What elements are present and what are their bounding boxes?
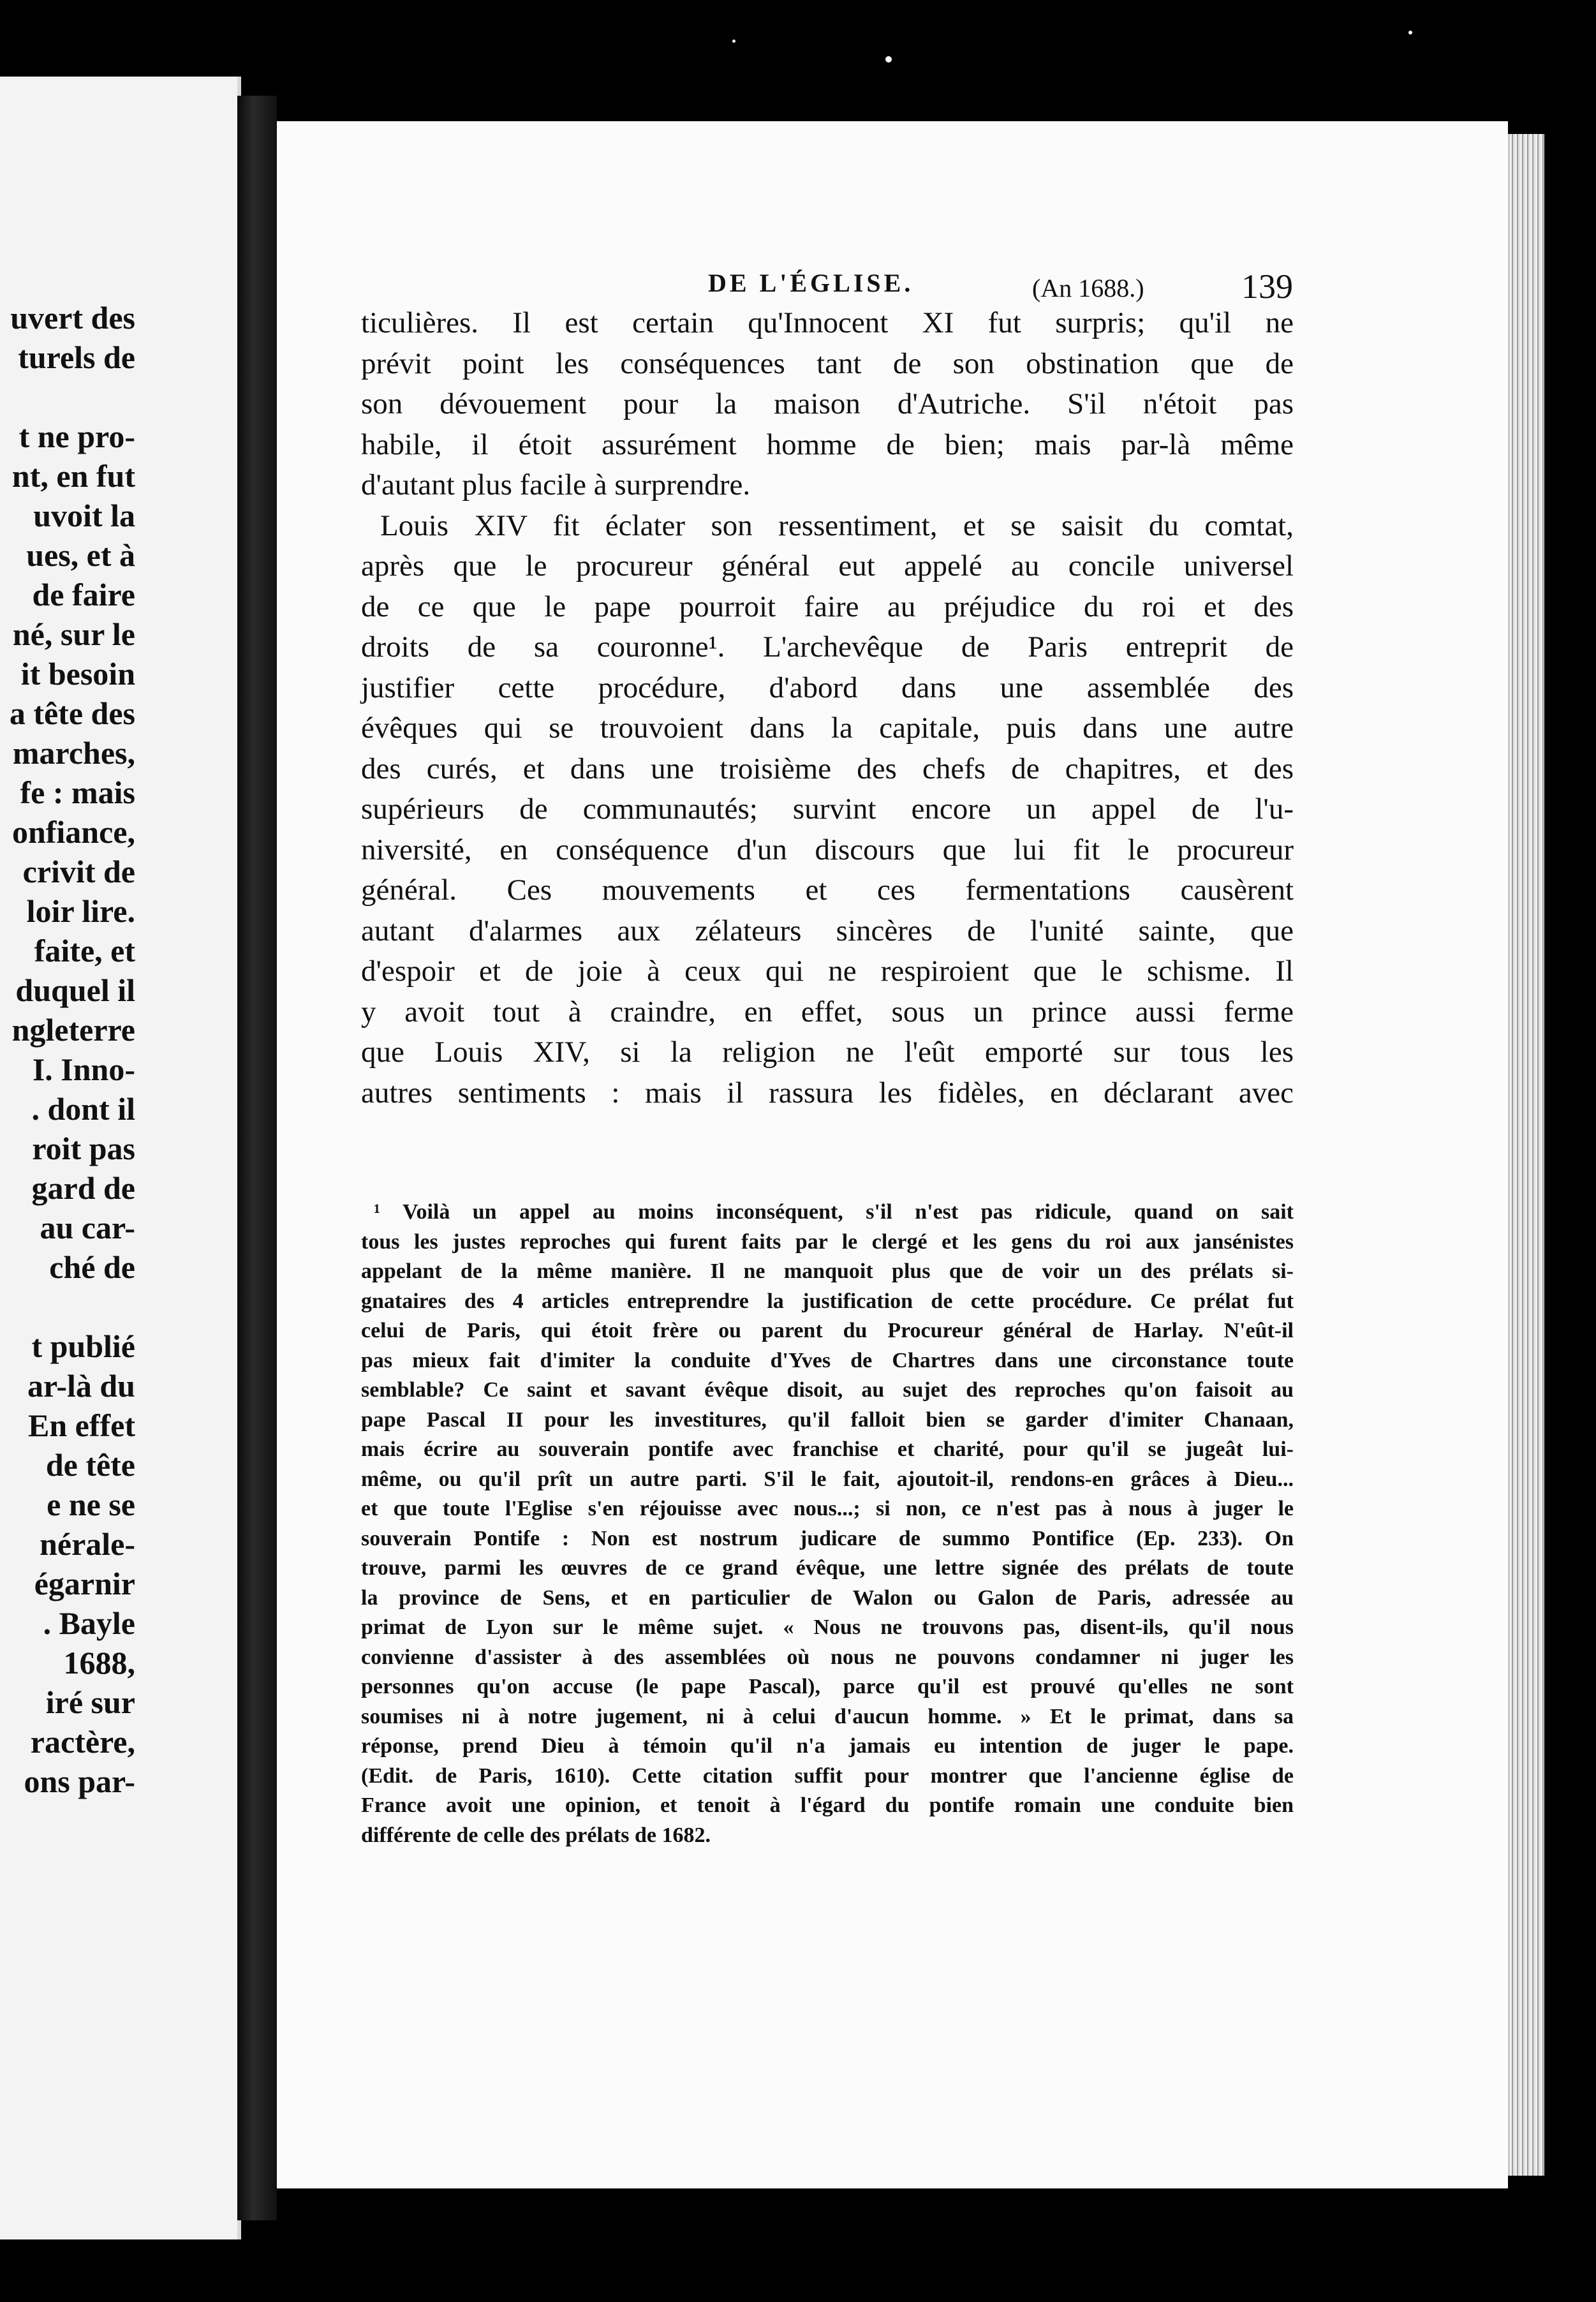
left-page-line: fe : mais [20, 775, 135, 810]
left-page-line: marches, [12, 735, 135, 771]
body-line: que Louis XIV, si la religion ne l'eût emporté sur tous les [361, 1036, 1294, 1069]
left-page-line: de faire [32, 577, 135, 613]
left-page-line: uvert des [10, 300, 135, 336]
left-page-line: duquel il [15, 972, 135, 1008]
body-line: niversité, en conséquence d'un discours que lui fit le procureur [361, 833, 1294, 866]
body-line: autres sentiments : mais il rassura les fidèles, en déclarant avec [361, 1076, 1294, 1110]
left-page-line: it besoin [20, 656, 135, 692]
page-number: 139 [1241, 267, 1293, 306]
left-page-line: ar-là du [27, 1368, 135, 1404]
body-line: de ce que le pape pourroit faire au préjudice du roi et des [361, 590, 1294, 623]
page-edges [1508, 134, 1544, 2176]
left-page-line: . Bayle [43, 1605, 135, 1641]
body-line: y avoit tout à craindre, en effet, sous un prince aussi ferme [361, 995, 1294, 1028]
left-page-line: uvoit la [33, 498, 135, 533]
left-page-line: ngleterre [11, 1012, 135, 1048]
body-line: son dévouement pour la maison d'Autriche. S'il n'étoit pas [361, 387, 1294, 420]
footnote-line: soumises ni à notre jugement, ni à celui d'aucun homme. » Et le primat, dans sa [361, 1704, 1294, 1728]
left-page-line: nt, en fut [11, 458, 135, 494]
footnote-line: primat de Lyon sur le même sujet. « Nous ne trouvons pas, disent-ils, qu'il nous [361, 1615, 1294, 1639]
left-page-line: turels de [18, 339, 135, 375]
footnote-line: trouve, parmi les œuvres de ce grand évêque, une lettre signée des prélats de toute [361, 1556, 1294, 1580]
footnote-line: France avoit une opinion, et tenoit à l'égard du pontife romain une conduite bien [361, 1793, 1294, 1817]
left-page-line: égarnir [34, 1566, 135, 1601]
body-line: prévit point les conséquences tant de son obstination que de [361, 346, 1294, 380]
footnote-line: convienne d'assister à des assemblées où nous ne pouvons condamner ni juger les [361, 1645, 1294, 1669]
dust-speck [885, 56, 892, 63]
left-page-line: loir lire. [26, 893, 135, 929]
dust-speck [1408, 31, 1412, 34]
body-line: Louis XIV fit éclater son ressentiment, et se saisit du comtat, [380, 509, 1294, 542]
left-page-line: . dont il [31, 1091, 135, 1127]
body-line: après que le procureur général eut appelé au concile universel [361, 549, 1294, 583]
footnote-line: mais écrire au souverain pontife avec franchise et charité, pour qu'il se jugeât lui- [361, 1437, 1294, 1461]
left-facing-page [0, 77, 241, 2239]
left-page-line: I. Inno- [32, 1051, 135, 1087]
left-page-line: t ne pro- [18, 419, 135, 454]
body-line: ticulières. Il est certain qu'Innocent XI fut surpris; qu'il ne [361, 306, 1294, 339]
footnote-line: ¹ Voilà un appel au moins inconséquent, s'il n'est pas ridicule, quand on sait [374, 1200, 1294, 1224]
body-line: des curés, et dans une troisième des chefs de chapitres, et des [361, 752, 1294, 785]
running-title: DE L'ÉGLISE. [708, 269, 914, 297]
body-line: général. Ces mouvements et ces fermentations causèrent [361, 873, 1294, 907]
footnote-line: appelant de la même manière. Il ne manquoit plus que de voir un des prélats si- [361, 1259, 1294, 1283]
footnote-line: pas mieux fait d'imiter la conduite d'Yves de Chartres dans une circonstance toute [361, 1348, 1294, 1372]
left-page-line: ues, et à [26, 537, 135, 573]
body-line: justifier cette procédure, d'abord dans une assemblée des [361, 671, 1294, 704]
footnote-line: personnes qu'on accuse (le pape Pascal), parce qu'il est prouvé qu'elles ne sont [361, 1675, 1294, 1698]
left-page-line: e ne se [47, 1487, 135, 1522]
footnote-line: et que toute l'Eglise s'en réjouisse avec nous...; si non, ce n'est pas à nous à juger le [361, 1497, 1294, 1520]
body-line: évêques qui se trouvoient dans la capitale, puis dans une autre [361, 711, 1294, 745]
left-page-line: t publié [31, 1328, 135, 1364]
left-page-line: ons par- [24, 1764, 135, 1799]
left-page-line: nérale- [40, 1526, 135, 1562]
footnote-line: différente de celle des prélats de 1682. [361, 1823, 711, 1847]
footnote-line: même, ou qu'il prît un autre parti. S'il le fait, ajoutoit-il, rendons-en grâces à Dieu... [361, 1467, 1294, 1491]
footnote-line: semblable? Ce saint et savant évêque disoit, au sujet des reproches qu'on faisoit au [361, 1378, 1294, 1402]
body-line: d'espoir et de joie à ceux qui ne respiroient que le schisme. Il [361, 954, 1294, 988]
left-page-line: En effet [28, 1407, 135, 1443]
dust-speck [732, 40, 735, 43]
left-page-line: 1688, [63, 1645, 135, 1681]
footnote-line: souverain Pontife : Non est nostrum judicare de summo Pontifice (Ep. 233). On [361, 1526, 1294, 1550]
book-gutter [237, 96, 277, 2220]
footnote-line: tous les justes reproches qui furent faits par le clergé et les gens du roi aux jansénistes [361, 1229, 1294, 1254]
body-line: droits de sa couronne¹. L'archevêque de Paris entreprit de [361, 630, 1294, 664]
footnote-line: gnataires des 4 articles entreprendre la justification de cette procédure. Ce prélat fut [361, 1289, 1294, 1313]
footnote-line: celui de Paris, qui étoit frère ou parent du Procureur général de Harlay. N'eût-il [361, 1319, 1294, 1342]
left-page-line: de tête [45, 1447, 135, 1483]
body-line: habile, il étoit assurément homme de bien; mais par-là même [361, 427, 1294, 461]
left-page-line: gard de [31, 1170, 135, 1206]
left-page-line: né, sur le [12, 616, 135, 652]
left-page-line: ché de [49, 1249, 135, 1285]
left-page-line: iré sur [45, 1684, 135, 1720]
left-page-line: au car- [40, 1210, 135, 1245]
body-line: supérieurs de communautés; survint encore un appel de l'u- [361, 792, 1294, 826]
body-line: autant d'alarmes aux zélateurs sincères de l'unité sainte, que [361, 914, 1294, 947]
left-page-line: a tête des [9, 695, 135, 731]
year-heading: (An 1688.) [1032, 274, 1144, 302]
left-page-line: faite, et [34, 933, 135, 969]
left-page-line: ractère, [30, 1724, 135, 1760]
footnote-line: pape Pascal II pour les investitures, qu'il falloit bien se garder d'imiter Chanaan, [361, 1407, 1294, 1432]
footnote-line: réponse, prend Dieu à témoin qu'il n'a jamais eu intention de juger le pape. [361, 1734, 1294, 1758]
footnote-line: (Edit. de Paris, 1610). Cette citation suffit pour montrer que l'ancienne église de [361, 1764, 1294, 1788]
left-page-line: roit pas [32, 1131, 135, 1166]
left-page-line: crivit de [22, 854, 135, 889]
body-line: d'autant plus facile à surprendre. [361, 468, 751, 501]
footnote-line: la province de Sens, et en particulier de Walon ou Galon de Paris, adressée au [361, 1585, 1294, 1610]
left-page-line: onfiance, [11, 814, 135, 850]
